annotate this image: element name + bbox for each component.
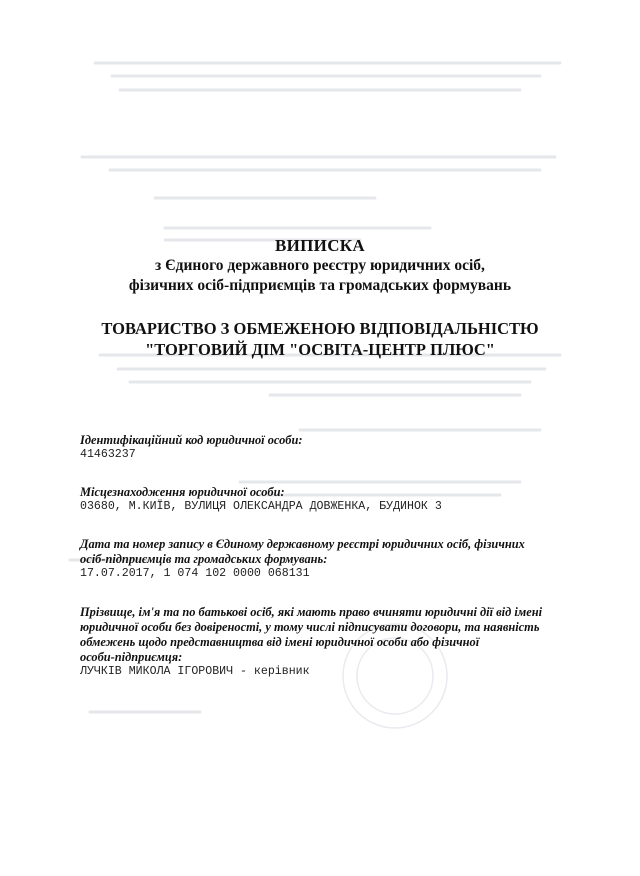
field-value: 17.07.2017, 1 074 102 0000 068131 [80, 567, 310, 580]
field-label-line-2: юридичної особи без довіреності, у тому числі підписувати договори, та наявність [80, 620, 540, 634]
field-label-line-3: обмежень щодо представництва від імені юридичної особи або фізичної [80, 635, 480, 649]
field-value: ЛУЧКІВ МИКОЛА ІГОРОВИЧ - керівник [80, 665, 310, 678]
field-registry-record [80, 537, 570, 581]
field-identification-code [80, 433, 570, 462]
document-subtitle-line-2: фізичних осіб-підприємців та громадських формувань [128, 277, 512, 294]
field-authorized-persons [80, 605, 570, 679]
organization-name-line-2: "ТОРГОВИЙ ДІМ "ОСВІТА-ЦЕНТР ПЛЮС" [145, 340, 495, 359]
organization-name [0, 318, 640, 360]
field-label-line-1: Дата та номер запису в Єдиному державному реєстрі юридичних осіб, фізичних [80, 537, 525, 551]
field-value: 41463237 [80, 448, 136, 461]
document-header [0, 236, 640, 296]
document-title: ВИПИСКА [275, 236, 365, 255]
field-label-line-4: особи-підприємця: [80, 650, 183, 664]
field-address [80, 485, 570, 514]
field-label: Місцезнаходження юридичної особи: [80, 485, 285, 499]
field-label-line-2: осіб-підприємців та громадських формувань: [80, 552, 328, 566]
field-value: 03680, М.КИЇВ, ВУЛИЦЯ ОЛЕКСАНДРА ДОВЖЕНКА, БУДИНОК 3 [80, 500, 442, 513]
organization-name-line-1: ТОВАРИСТВО З ОБМЕЖЕНОЮ ВІДПОВІДАЛЬНІСТЮ [101, 319, 539, 338]
field-label-line-1: Прізвище, ім'я та по батькові осіб, які мають право вчиняти юридичні дії від імені [80, 605, 543, 619]
document-subtitle-line-1: з Єдиного державного реєстру юридичних осіб, [155, 257, 485, 274]
field-label: Ідентифікаційний код юридичної особи: [80, 433, 303, 447]
